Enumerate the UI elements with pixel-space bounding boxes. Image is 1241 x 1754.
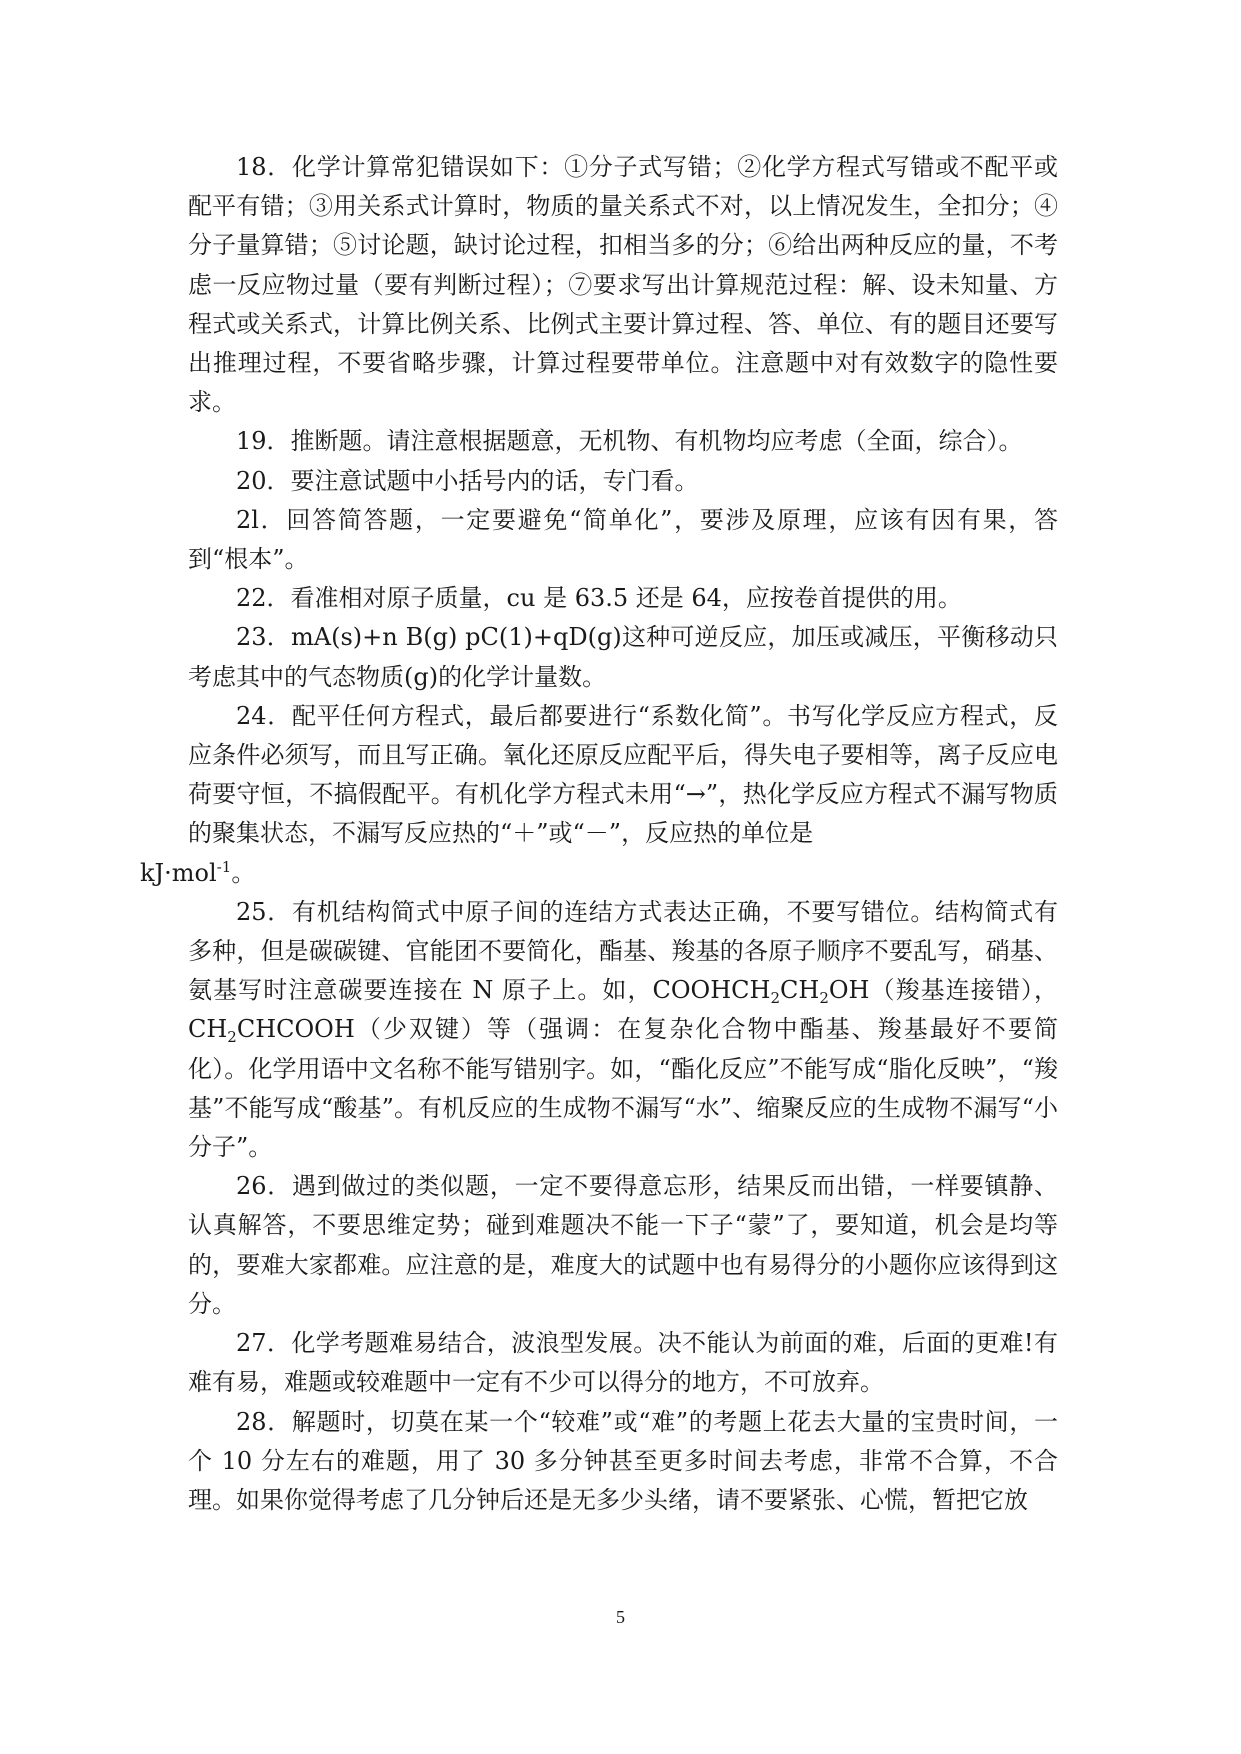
item-number: 2l． <box>236 505 287 534</box>
item-number: 26． <box>236 1172 293 1201</box>
unit-superscript: -1 <box>216 857 232 876</box>
paragraph-28 <box>188 1403 1058 1521</box>
item-number: 22． <box>236 584 291 613</box>
item-number: 28． <box>236 1407 292 1436</box>
paragraph-23 <box>188 618 1058 696</box>
subscript: 2 <box>819 989 829 1008</box>
paragraph-22 <box>188 579 1058 618</box>
subscript: 2 <box>227 1028 237 1047</box>
paragraph-text: 有机结构简式中原子间的连结方式表达正确，不要写错位。结构简式有多种，但是碳碳键、官能团不要简化，酯基、羧基的各原子顺序不要乱写，硝基、氨基写时注意碳要连接在 N 原子上。如，COOHCH <box>188 897 1059 1005</box>
paragraph-21 <box>188 501 1058 579</box>
paragraph-text: 回答简答题，一定要避免“简单化”，要涉及原理，应该有因有果，答到“根本”。 <box>188 505 1058 574</box>
paragraph-text: 解题时，切莫在某一个“较难”或“难”的考题上花去大量的宝贵时间，一个 10 分左右的难题，用了 30 多分钟甚至更多时间去考虑，非常不合算，不合理。如果你觉得考虑了几分钟后还是无多少头绪，请不要紧张、心慌，暂把它放 <box>188 1407 1058 1514</box>
page-number: 5 <box>616 1607 625 1627</box>
item-number: 19． <box>236 427 291 456</box>
document-body <box>140 148 1059 1520</box>
item-number: 27． <box>236 1329 292 1358</box>
paragraph-text: 要注意试题中小括号内的话，专门看。 <box>290 466 699 495</box>
paragraph-text: 推断题。请注意根据题意，无机物、有机物均应考虑（全面，综合）。 <box>290 427 1023 456</box>
item-number: 23． <box>236 623 292 652</box>
item-number: 24． <box>236 701 292 730</box>
paragraph-19 <box>188 422 1058 461</box>
paragraph-text: 配平任何方程式，最后都要进行“系数化简”。书写化学反应方程式，反应条件必须写，而且写正确。氧化还原反应配平后，得失电子要相等，离子反应电荷要守恒，不搞假配平。有机化学方程式未用“→”，热化学反应方程式不漏写物质的聚集状态，不漏写反应热的“＋”或“－”，反应热的单位是 <box>188 701 1058 848</box>
formula-text: CH <box>780 976 820 1005</box>
formula-text: CH <box>188 1015 228 1044</box>
paragraph-text: 化学考题难易结合，波浪型发展。决不能认为前面的难，后面的更难!有难有易，难题或较难题中一定有不少可以得分的地方，不可放弃。 <box>188 1329 1058 1397</box>
paragraph-text: CHCOOH（少双键）等（强调：在复杂化合物中酯基、羧基最好不要简化）。化学用语中文名称不能写错别字。如，“酯化反应”不能写成“脂化反映”，“羧基”不能写成“酸基”。有机反应的生成物不漏写“水”、缩聚反应的生成物不漏写“小分子”。 <box>188 1015 1058 1162</box>
paragraph-18 <box>188 148 1058 422</box>
unit-text: kJ·mol <box>140 858 217 887</box>
item-number: 18． <box>236 153 293 181</box>
paragraph-25 <box>188 893 1058 1167</box>
unit-period: 。 <box>231 858 256 887</box>
paragraph-text: mA(s)+n B(g) pC(1)+qD(g)这种可逆反应，加压或减压，平衡移动只考虑其中的气态物质(g)的化学计量数。 <box>188 623 1058 691</box>
paragraph-text: 看准相对原子质量，cu 是 63.5 还是 64，应按卷首提供的用。 <box>290 584 962 613</box>
paragraph-27 <box>188 1324 1058 1402</box>
item-number: 20． <box>236 466 291 495</box>
formula-text: OH（羧基连接错）， <box>828 976 1058 1005</box>
subscript: 2 <box>770 989 781 1008</box>
item-number: 25． <box>236 897 293 926</box>
paragraph-24 <box>140 697 1058 893</box>
paragraph-text: 遇到做过的类似题，一定不要得意忘形，结果反而出错，一样要镇静、认真解答，不要思维定势；碰到难题决不能一下子“蒙”了，要知道，机会是均等的，要难大家都难。应注意的是，难度大的试题中也有易得分的小题你应该得到这分。 <box>188 1172 1059 1318</box>
paragraph-26 <box>188 1167 1058 1324</box>
paragraph-20 <box>188 462 1058 501</box>
paragraph-text: 化学计算常犯错误如下：①分子式写错；②化学方程式写错或不配平或配平有错；③用关系式计算时，物质的量关系式不对，以上情况发生，全扣分；④分子量算错；⑤讨论题，缺讨论过程，扣相当多的分；⑥给出两种反应的量，不考虑一反应物过量（要有判断过程）；⑦要求写出计算规范过程：解、设未知量、方程式或关系式，计算比例关系、比例式主要计算过程、答、单位、有的题目还要写出推理过程，不要省略步骤，计算过程要带单位。注意题中对有效数字的隐性要求。 <box>188 153 1059 417</box>
